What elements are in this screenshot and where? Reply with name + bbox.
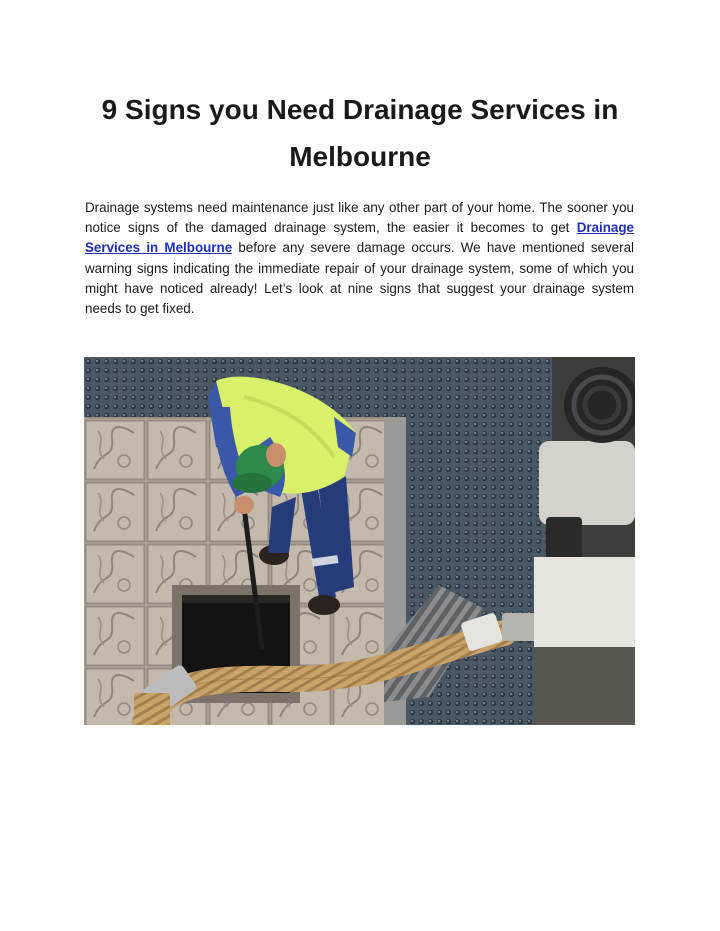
intro-paragraph: [85, 198, 634, 319]
drainage-services-link[interactable]: Drainage Services in Melbourne: [85, 220, 634, 256]
drain-worker-photo: [84, 357, 635, 725]
intro-text-end: before any severe damage occurs. We have mentioned several warning signs indicating the immediate repair of your drainage system, some of which you might have noticed already! Let’s look at nine signs that suggest your drainage system needs to get fixed.: [85, 240, 634, 317]
intro-text-start: Drainage systems need maintenance just like any other part of your home. The sooner you notice signs of the damaged drainage system, the easier it becomes to get: [85, 200, 634, 236]
page-title: 9 Signs you Need Drainage Services in Melbourne: [101, 94, 619, 172]
